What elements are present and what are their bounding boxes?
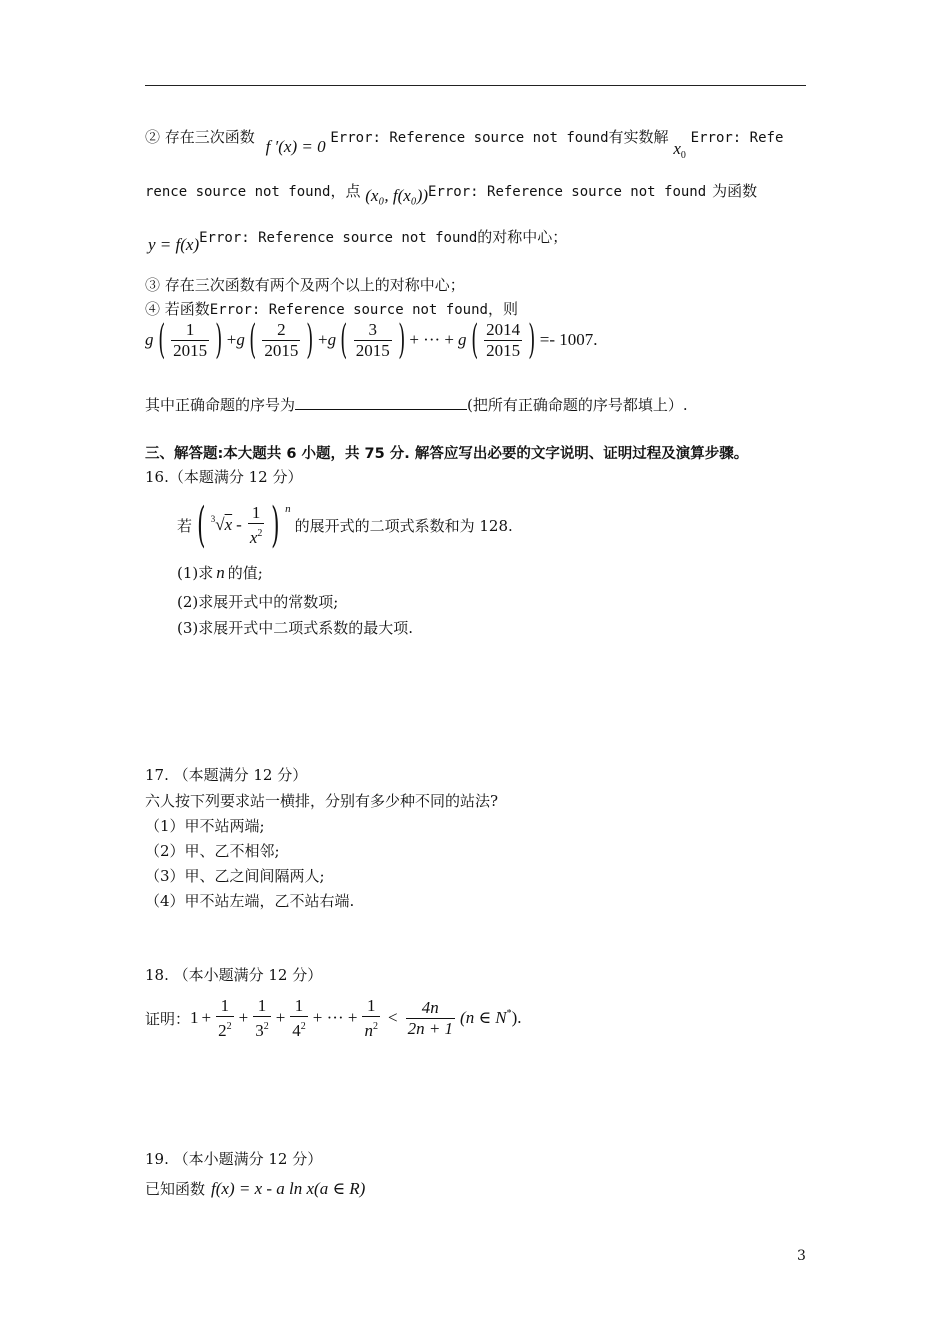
q17-part3: （3）甲、乙之间间隔两人; <box>145 867 325 885</box>
item2-error-2: Error: Refe <box>690 130 784 146</box>
item2-text4: 的对称中心； <box>477 228 568 246</box>
q18-term: $\frac{1}{n^2}$ <box>364 995 378 1040</box>
q16-header: 16.（本题满分 12 分） <box>145 468 303 486</box>
q16-statement: 若 ( $^3$√x - $\frac{1}{x^2}$ ) n 的展开式的二项式系数和为 128. <box>177 497 513 553</box>
page-number: 3 <box>797 1248 806 1264</box>
section3-title: 三、解答题:本大题共 6 小题，共 75 分. 解答应写出必要的文字说明、证明过程及演算步骤。 <box>145 446 749 462</box>
q17-intro: 六人按下列要求站一横排，分别有多少种不同的站法? <box>145 792 499 810</box>
q16-part1: (1)求 n 的值; <box>177 563 263 582</box>
answer-line <box>145 394 688 415</box>
q19-function: f(x) = x - a ln x(a ∈ R) <box>211 1179 366 1198</box>
q19-header: 19. （本小题满分 12 分） <box>145 1150 323 1168</box>
q18-label: 证明： <box>145 1009 191 1028</box>
power-n: n <box>285 503 291 515</box>
answer-blank[interactable] <box>295 395 467 410</box>
g-symbol: g <box>458 330 467 349</box>
sum-fraction: $\frac{1}{2015}$ <box>173 319 208 360</box>
q16-intro: 若 <box>177 516 193 535</box>
item2-text1: 有实数解 <box>608 128 669 146</box>
q17-part1: （1）甲不站两端; <box>145 817 265 835</box>
item2-line1 <box>145 126 784 161</box>
item2-error-1: Error: Reference source not found <box>330 130 609 146</box>
q18-cond: (n ∈ N*). <box>460 1008 522 1027</box>
g-symbol: g <box>327 330 337 349</box>
g-symbol: g <box>236 330 245 349</box>
header-rule <box>145 85 806 86</box>
q18-term: $\frac{1}{4^2}$ <box>292 995 306 1040</box>
q18-term: $\frac{1}{2^2}$ <box>218 995 232 1040</box>
q17-part2: （2）甲、乙不相邻; <box>145 842 280 860</box>
item4-sum: g ( $\frac{1}{2015}$ ) + g ( $\frac{2}{2015}$ ) + g ( $\frac{3}{2015}$ ) + ··· + g ( $\frac{2014}{2015}$ ) =- 1007. <box>145 317 598 363</box>
sum-result: =- 1007. <box>539 330 598 349</box>
q16-rest: 的展开式的二项式系数和为 128. <box>294 516 513 535</box>
item2-error-2b: rence source not found <box>145 184 331 200</box>
q16-part2: (2)求展开式中的常数项; <box>177 593 339 611</box>
q16-fraction: $\frac{1}{x^2}$ <box>249 502 263 547</box>
plus-sign: + <box>226 330 237 349</box>
plus-sign: + <box>318 330 328 349</box>
q18-rhs: $\frac{4n}{2n + 1}$ <box>407 997 454 1038</box>
q18-term: $\frac{1}{3^2}$ <box>255 995 269 1040</box>
item4-error: Error: Reference source not found <box>209 302 488 318</box>
ellipsis: + ··· + <box>409 330 455 349</box>
item2-point: (x₀, f(x₀)) <box>365 186 429 205</box>
answer-suffix: (把所有正确命题的序号都填上）. <box>467 396 688 414</box>
item2-text2: ，点 <box>330 182 361 200</box>
q19-intro: 已知函数 f(x) = x - a ln x(a ∈ R) <box>145 1179 366 1198</box>
item2-prefix: ② 存在三次函数 <box>145 128 255 146</box>
q17-part4: （4）甲不站左端，乙不站右端. <box>145 892 355 910</box>
cube-root: $^3$√x <box>210 514 233 534</box>
sum-fraction: $\frac{2014}{2015}$ <box>486 319 521 360</box>
item2-line2 <box>145 180 758 205</box>
sum-fraction: $\frac{3}{2015}$ <box>355 319 390 360</box>
answer-prompt: 其中正确命题的序号为 <box>145 396 296 414</box>
item2-x0: $x_0$ <box>673 139 686 161</box>
item2-line3 <box>148 226 568 254</box>
q17-header: 17. （本题满分 12 分） <box>145 766 308 784</box>
q16-part3: (3)求展开式中二项式系数的最大项. <box>177 619 414 637</box>
item4-suffix: ，则 <box>487 300 518 318</box>
item2-text3: 为函数 <box>712 182 758 200</box>
item4-prefix: ④ 若函数 <box>145 300 210 318</box>
item2-error-4: Error: Reference source not found <box>199 230 478 246</box>
item2-derivative: f ′(x) = 0 <box>265 137 326 156</box>
item2-yfx: y = f(x) <box>148 235 200 254</box>
q18-header: 18. （本小题满分 12 分） <box>145 966 323 984</box>
item2-error-3: Error: Reference source not found <box>428 184 707 200</box>
minus-sign: - <box>236 515 242 534</box>
item3: ③ 存在三次函数有两个及两个以上的对称中心； <box>145 276 465 294</box>
q18-inequality: 证明： 1 + $\frac{1}{2^2}$ + $\frac{1}{3^2}$ + $\frac{1}{4^2}$ + ··· + $\frac{1}{n^2}$ < $\frac{4n}{2n + 1}$ (n ∈ N*). <box>145 995 522 1040</box>
g-symbol: g <box>145 330 154 349</box>
sum-fraction: $\frac{2}{2015}$ <box>264 319 299 360</box>
